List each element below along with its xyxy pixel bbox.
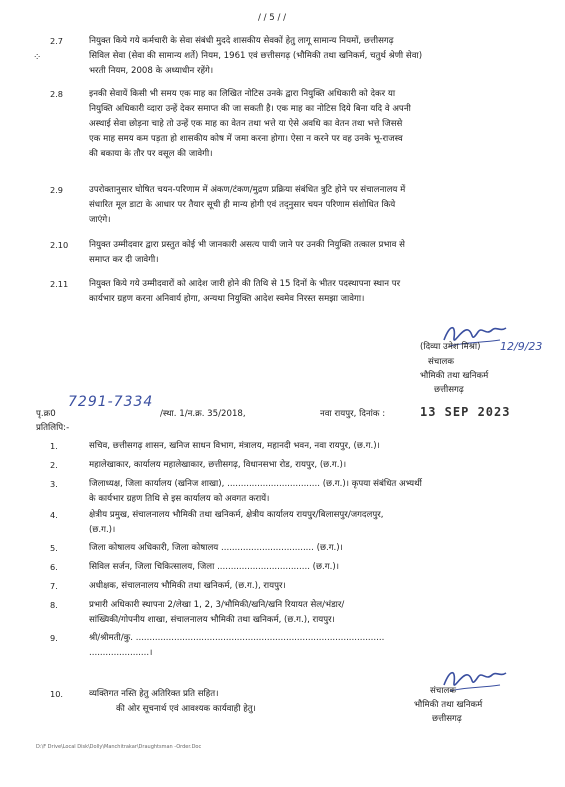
paragraph-2-11: नियुक्त किये गये उम्मीदवारों को आदेश जारी होने की तिथि से 15 दिनों के भीतर पदस्थापना स्थान पर कार्यभार ग्रहण करना अनिवार्य होगा, अन्यथा नियुक्ति आदेश स्वमेव निरस्त समझा जावेगा। xyxy=(89,279,401,304)
date-stamp: 13 SEP 2023 xyxy=(420,405,511,419)
copy-item: महालेखाकार, कार्यालय महालेखाकार, छत्तीसगढ़, विधानसभा रोड, रायपुर, (छ.ग.)। xyxy=(89,460,347,470)
ref-prefix: पृ.क्र0 xyxy=(36,409,56,419)
copy-item: सचिव, छत्तीसगढ़ शासन, खनिज साधन विभाग, मंत्रालय, महानदी भवन, नवा रायपुर, (छ.ग.)। xyxy=(89,441,380,451)
para-number: 2.10 xyxy=(50,240,69,250)
place-date-label: नवा रायपुर, दिनांक : xyxy=(320,409,386,419)
para-number: 2.11 xyxy=(50,279,69,289)
paragraph-2-7: नियुक्त किये गये कर्मचारी के सेवा संबंधी मुददे शासकीय सेवकों हेतु लागू सामान्य नियमों, छत्तीसगढ़ सिविल सेवा (सेवा की सामान्य शर्ते) नियम, 1961 एवं छत्तीसगढ़ (भौमिकी तथा खनिकर्म, चतुर्थ श्रेणी सेवा) भरती नियम, 2008 के अध्याधीन रहेंगे। xyxy=(89,36,423,76)
copy-number: 6. xyxy=(50,562,58,572)
paragraph-2-8: इनकी सेवायें किसी भी समय एक माह का लिखित नोटिस उनके द्वारा नियुक्ति अधिकारी को देकर या नियुक्ति अधिकारी व्दारा उन्हें देकर समाप्त की जा सकती है। एक माह का नोटिस दिये बिना यदि वे अपनी अस्थाई सेवा छोड़ना चाहे तो उन्हें एक माह का वेतन तथा भत्ते या ऐसे अवधि का वेतन तथा भत्ते जिससे एक माह समय कम पड़ता हो शासकीय कोष में जमा करना होगा। ऐसा न करने पर वह उनके भू-राजस्व की बकाया के तौर पर वसूल की जावेगी। xyxy=(89,89,411,159)
para-number: 2.7 xyxy=(50,36,64,46)
copy-number: 9. xyxy=(50,633,58,643)
copy-item: अधीक्षक, संचालनालय भौमिकी तथा खनिकर्म, (छ.ग.), रायपुर। xyxy=(89,581,286,591)
copy-item: व्यक्तिगत नस्ति हेतु अतिरिक्त प्रति सहित। की ओर सूचनार्थ एवं आवश्यक कार्यवाही हेतु। xyxy=(89,689,256,714)
paragraph-2-9: उपरोक्तानुसार घोषित चयन-परिणाम में अंकण/टंकण/मुद्रण प्रक्रिया संबंधित त्रुटि होने पर संचालनालय में संधारित मूल डाटा के आधार पर तैयार सूची ही मान्य होगी एवं तद्नुसार चयन परिणाम संशोधित किये जाएंगे। xyxy=(89,185,406,225)
page-number: / / 5 / / xyxy=(258,13,286,23)
copy-label: प्रतिलिपि:- xyxy=(36,423,70,433)
copy-item: प्रभारी अधिकारी स्थापना 2/लेखा 1, 2, 3/भौमिकी/खनि/खनि रियायत सेल/भंडार/ सांख्यिकी/गोपनीय शाखा, संचालनालय भौमिकी तथा खनिकर्म, (छ.ग.), रायपुर। xyxy=(89,600,345,625)
margin-mark: ⁘ xyxy=(33,52,42,63)
signatory-dept: भौमिकी तथा खनिकर्म xyxy=(420,371,489,381)
copy-number: 5. xyxy=(50,543,58,553)
copy-number: 7. xyxy=(50,581,58,591)
paragraph-2-10: नियुक्त उम्मीदवार द्वारा प्रस्तुत कोई भी जानकारी असत्य पायी जाने पर उनकी नियुक्ति तत्काल प्रभाव से समाप्त कर दी जावेगी। xyxy=(89,240,405,265)
para-number: 2.8 xyxy=(50,89,64,99)
copy-number: 8. xyxy=(50,600,58,610)
signatory-state: छत्तीसगढ़ xyxy=(432,714,462,724)
copy-item: क्षेत्रीय प्रमुख, संचालनालय भौमिकी तथा खनिकर्म, क्षेत्रीय कार्यालय रायपुर/बिलासपुर/जगदलपुर, (छ.ग.)। xyxy=(89,510,384,535)
copy-item: जिला कोषालय अधिकारी, जिला कोषालय .................................. (छ.ग.)। xyxy=(89,543,343,553)
signatory-dept: भौमिकी तथा खनिकर्म xyxy=(414,700,483,710)
signatory-title: संचालक xyxy=(428,357,454,367)
footer-file-path: D:\F Drive\Local Disk\Dolly\Manchitrakar\Draughtsman -Order.Doc xyxy=(36,744,202,750)
signatory-title: संचालक xyxy=(430,686,456,696)
copy-number: 4. xyxy=(50,510,58,520)
copy-number: 3. xyxy=(50,479,58,489)
copy-number: 1. xyxy=(50,441,58,451)
copy-number: 2. xyxy=(50,460,58,470)
ref-handwritten-number: 7291-7334 xyxy=(68,394,154,410)
copy-item: सिविल सर्जन, जिला चिकित्सालय, जिला .................................. (छ.ग.)। xyxy=(89,562,339,572)
signatory-name: (दिव्या उमेश मिश्रा) xyxy=(420,342,481,352)
file-reference: /स्था. 1/न.क्र. 35/2018, xyxy=(160,409,246,419)
copy-item: जिलाध्यक्ष, जिला कार्यालय (खनिज शाखा), .................................. (छ.ग.)। कृपया संबंधित अभ्यर्थी के कार्यभार ग्रहण तिथि से इस कार्यालय को अवगत करायें। xyxy=(89,479,422,504)
copy-number: 10. xyxy=(50,689,64,699)
para-number: 2.9 xyxy=(50,185,64,195)
copy-item: श्री/श्रीमती/कु. ........................................................................................... ......................। xyxy=(89,633,385,658)
signature-date: 12/9/23 xyxy=(500,340,543,353)
signatory-state: छत्तीसगढ़ xyxy=(434,385,464,395)
